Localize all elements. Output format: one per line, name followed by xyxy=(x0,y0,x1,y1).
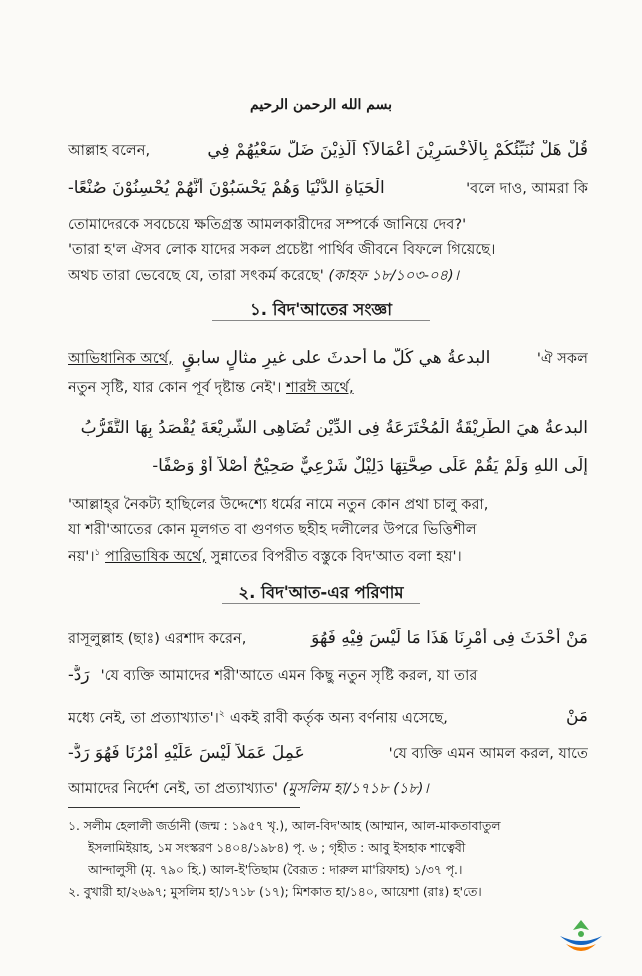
shariah-meaning-label: শারঈ অর্থে, xyxy=(285,379,354,396)
section-2-line-3 xyxy=(68,706,588,731)
lexical-meaning-label: আভিধানিক অর্থে, xyxy=(68,350,173,367)
intro-line-3: তোমাদেরকে সবচেয়ে ক্ষতিগ্রস্ত আমলকারীদের সম্পর্কে জানিয়ে দেব?' xyxy=(68,216,467,233)
hadith-2-translation-end: আমাদের নির্দেশ নেই, তা প্রত্যাখ্যাত' xyxy=(68,780,278,797)
intro-reference: (কাহফ ১৮/১০৩-০৪)। xyxy=(328,267,459,284)
section-2-heading: ২. বিদ'আত-এর পরিণাম xyxy=(238,583,404,602)
shariah-arabic-line-1: البدعةُ هيَ الطَّرِيْقَةُ الْمُخْتَرَعَةُ فِى الدِّيْنِ تُضَاهِى الشَّرِيْعَةَ يُقْصَدُ بِهَا التَّقَرُّبُ xyxy=(80,418,588,438)
intro-line-2 xyxy=(68,178,588,202)
footnote-1-line-2: ইসলামিইয়াহ, ১ম সংস্করণ ১৪০৪/১৯৮৪) পৃ. ৬ ; গৃহীত : আবু ইসহাক শাত্বেবী xyxy=(88,841,466,855)
section-2-line-4 xyxy=(68,743,588,767)
hadith-2-reference: (মুসলিম হা/১৭১৮ (১৮)। xyxy=(282,780,429,797)
lexical-arabic-definition: البدعةُ هي كُلُّ ما أحدثَ على غيرِ مثالٍ سابقٍ xyxy=(181,348,491,368)
footnote-separator xyxy=(68,807,300,808)
hadith-1-translation-end: মধ্যে নেই, তা প্রত্যাখ্যাত'। xyxy=(68,709,219,727)
footnote-1-line-1: ১. সলীম হেলালী জর্ডানী (জন্ম : ১৯৫৭ খৃ.), আল-বিদ'আহ (আম্মান, আল-মাকতাবাতুল xyxy=(68,819,501,833)
intro-line-1 xyxy=(68,140,588,164)
lexical-translation-start: 'ঐ সকল xyxy=(536,350,588,367)
intro-arabic-1: قُلْ هَلْ نُنَبِّئُكُمْ بِالْأَخْسَرِيْنَ أَعْمَالاً؟ اَلَّذِيْنَ ضَلَّ سَعْيُهُمْ فِي xyxy=(207,140,588,160)
section-1-line-6: যা শরী'আতের কোন মূলগত বা গুণগত ছহীহ দলীলের উপরে ভিত্তিশীল xyxy=(68,521,477,538)
section-1-line-7 xyxy=(68,545,588,570)
section-1-line-7-end: সুন্নাতের বিপরীত বস্তুকে বিদ'আত বলা হয়'। xyxy=(210,547,462,565)
intro-arabic-2: الْحَيَاةِ الدُّنْيَا وَهُمْ يَحْسَبُوْنَ أَنَّهُمْ يُحْسِنُوْنَ صُنْعًا- xyxy=(68,178,385,198)
footnote-1-line-3: আন্দালুসী (মৃ. ৭৯০ হি.) আল-ই'তিছাম (বৈরূত : দারুল মা'রিফাহ) ১/৩৭ পৃ.। xyxy=(88,863,463,877)
another-narration: একই রাবী কর্তৃক অন্য বর্ণনায় এসেছে, xyxy=(229,709,448,727)
publisher-logo-icon xyxy=(556,918,606,958)
section-1-line-7-start: নয়'। xyxy=(68,547,95,565)
hadith-2-arabic: عَمِلَ عَمَلاً لَيْسَ عَلَيْهِ أَمْرُنَا فَهُوَ رَدٌّ- xyxy=(68,743,305,763)
hadith-1-arabic: مَنْ أَحْدَثَ فِى أَمْرِنَا هَذَا مَا لَيْسَ فِيْهِ فَهُوَ xyxy=(311,628,588,648)
bismillah-heading: بسم الله الرحمن الرحيم xyxy=(250,97,392,113)
section-2-line-5 xyxy=(68,778,588,802)
section-1-line-1 xyxy=(68,348,588,372)
section-1-line-2 xyxy=(68,377,588,401)
section-2-line-1 xyxy=(68,628,588,652)
hadith-1-translation: 'যে ব্যক্তি আমাদের শরী'আতে এমন কিছু নতুন সৃষ্টি করল, যা তার xyxy=(100,667,478,684)
shariah-arabic-line-2: إِلَى اللهِ وَلَمْ يَقُمْ عَلَى صِحَّتِهَا دَلِيْلٌ شَرْعِيٌّ صَحِيْحٌ أَصْلاً أَوْ وَصْفًا- xyxy=(152,456,588,476)
intro-translation-start: 'বলে দাও, আমরা কি xyxy=(466,180,588,197)
footnote-ref-2[interactable]: ২ xyxy=(218,709,225,719)
section-2-line-2 xyxy=(68,665,588,689)
intro-speaker: আল্লাহ বলেন, xyxy=(68,142,151,159)
footnote-ref-1[interactable]: ১ xyxy=(94,548,101,558)
section-1-line-5: 'আল্লাহ্‌র নৈকট্য হাছিলের উদ্দেশ্যে ধর্মের নামে নতুন কোন প্রথা চালু করা, xyxy=(68,496,489,513)
intro-line-5-text: অথচ তারা ভেবেছে যে, তারা সৎকর্ম করেছে' xyxy=(68,267,324,284)
intro-line-5 xyxy=(68,265,588,289)
lexical-translation-end: নতুন সৃষ্টি, যার কোন পূর্ব দৃষ্টান্ত নেই'। xyxy=(68,379,282,396)
prophet-said: রাসূলুল্লাহ (ছাঃ) এরশাদ করেন, xyxy=(68,630,247,647)
intro-line-4: 'তারা হ'ল ঐসব লোক যাদের সকল প্রচেষ্টা পার্থিব জীবনে বিফলে গিয়েছে। xyxy=(68,241,496,258)
hadith-2-arabic-start: مَنْ xyxy=(565,706,588,726)
hadith-1-arabic-end: رَدٌّ- xyxy=(68,665,90,685)
terminological-meaning-label: পারিভাষিক অর্থে, xyxy=(105,547,207,565)
section-1-heading: ১. বিদ'আতের সংজ্ঞা xyxy=(250,300,392,319)
footnote-2: ২. বুখারী হা/২৬৯৭; মুসলিম হা/১৭১৮ (১৭); মিশকাত হা/১৪০, আয়েশা (রাঃ) হ'তে। xyxy=(68,885,482,899)
hadith-2-translation: 'যে ব্যক্তি এমন আমল করল, যাতে xyxy=(388,745,588,762)
